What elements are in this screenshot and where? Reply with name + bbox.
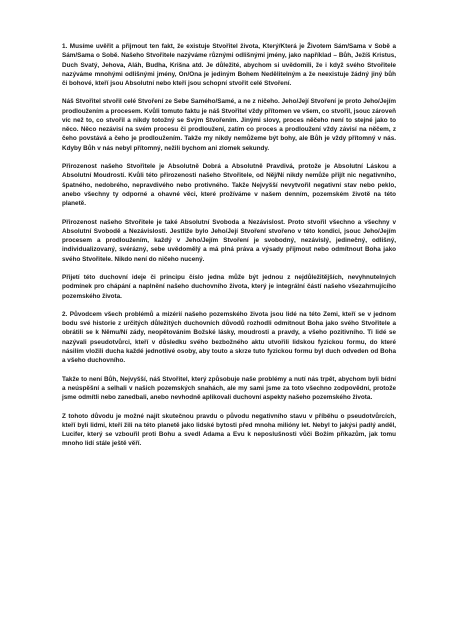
paragraph-4: Přirozenost našeho Stvořitele je také Absolutní Svoboda a Nezávislost. Proto stvořil všechno a všechny v Absolutní Svobodě a Nezávislosti. Jestliže bylo Jeho/Její Stvoření stvořeno v této kondici, jsouc Jeho/Jejím procesem a prodloužením, každý v Jeho/Jejím Stvoření je svobodný, nezávislý, jedinečný, odlišný, individualizovaný, svérázný, sebe uvědomělý a má plná práva a výsady přijmout nebo odmítnout Boha jako svého Stvořitele. Nikdo není do ničeho nucený. bbox=[62, 218, 396, 263]
document-page bbox=[62, 42, 396, 458]
paragraph-1: 1. Musíme uvěřit a přijmout ten fakt, že existuje Stvořitel života, Který/Která je Životem Sám/Sama v Sobě a Sám/Sama o Sobě. Našeho Stvořitele nazýváme různými odlišnými jmény, jako například – Bůh, Ježíš Kristus, Duch Svatý, Jehova, Aláh, Budha, Krišna atd. Je důležité, abychom si uvědomili, že i když svého Stvořitele nazýváme mnohými odlišnými jmény, On/Ona je jediným Bohem Nedělitelným a že neexistuje žádný jiný bůh či bohové, kteří jsou Absolutní nebo kteří jsou schopní stvořit celé Stvoření. bbox=[62, 43, 396, 87]
paragraph-2: Náš Stvořitel stvořil celé Stvoření ze Sebe Samého/Samé, a ne z ničeho. Jeho/Její Stvoření je proto Jeho/Jejím prodloužením a procesem. Kvůli tomuto faktu je náš Stvořitel vždy přítomen ve všem, co stvořil, jsouc zároveň víc než to, co stvořil a nikdy totožný se Svým Stvořením. Jinými slovy, proces něčeho není to stejné jako to něco. Něco nezávisí na svém procesu či prodloužení, zatím co proces a prodloužení vždy závisí na něčem, z čeho povstává a čeho je prodloužením. Takže my nikdy nemůžeme být bohy, ale Bůh je vždy přítomný v nás. Kdyby Bůh v nás nebyl přítomný, nežili bychom ani zlomek sekundy. bbox=[62, 98, 396, 152]
paragraph-5: Přijetí této duchovní ideje či principu číslo jedna může být jednou z nejdůležitějších, nevyhnutelných podmínek pro chápání a naplnění našeho duchovního života, který je integrální částí našeho všezahrnujícího pozemského života. bbox=[62, 274, 396, 300]
paragraph-6: 2. Původcem všech problémů a mizérií našeho pozemského života jsou lidé na této Zemi, kteří se v jednom bodu své historie z určitých důležitých duchovních důvodů rozhodli odmítnout Boha jako svého Stvořitele a obrátili se k Němu/Ní zády, neopětováním Božské lásky, moudrosti a pravdy, a všeho pozitivního. Ti lidé se nazývali pseudotvůrci, kteří v důsledku svého bezbožného aktu utvořili lidskou fyzickou formu, do které násilím vložili ducha každé jednotlivé osoby, aby touto a skrze tuto fyzickou formu byl duch odveden od Boha a všeho duchovního. bbox=[62, 310, 396, 365]
paragraph-8: Z tohoto důvodu je možné najít skutečnou pravdu o původu negativního stavu v příběhu o pseudotvůrcích, kteří byli lidmi, kteří žili na této planetě jako lidské bytosti před mnoha milióny let. Nebyl to jakýsi padlý anděl, Lucifer, který se vzbouřil proti Bohu a svedl Adama a Evu k neposlušnosti vůči Božím příkazům, jak tomu mnoho lidí stále ještě věří. bbox=[62, 412, 396, 448]
paragraph-7: Takže to není Bůh, Nejvyšší, náš Stvořitel, který způsobuje naše problémy a nutí nás trpět, abychom byli bídní a neúspěšní a selhali v našich pozemských snahách, ale my sami jsme za toto všechno zodpovědní, protože jsme odmítli nebo zanedbali, anebo nevhodně aplikovali duchovní aspekty našeho pozemského života. bbox=[62, 375, 396, 402]
paragraph-3: Přirozenost našeho Stvořitele je Absolutně Dobrá a Absolutně Pravdivá, protože je Absolutní Láskou a Absolutní Moudrostí. Kvůli této přirozenosti našeho Stvořitele, od Něj/Ní nikdy nemůže přijít nic negativního, špatného, nedobrého, nepravdivého nebo protivného. Takže Nejvyšší nevytvořil negativní stav nebo peklo, anebo všechny ty odporné a ohavné věci, které prožíváme v našem denním, pozemském životě na této planetě. bbox=[62, 163, 396, 208]
